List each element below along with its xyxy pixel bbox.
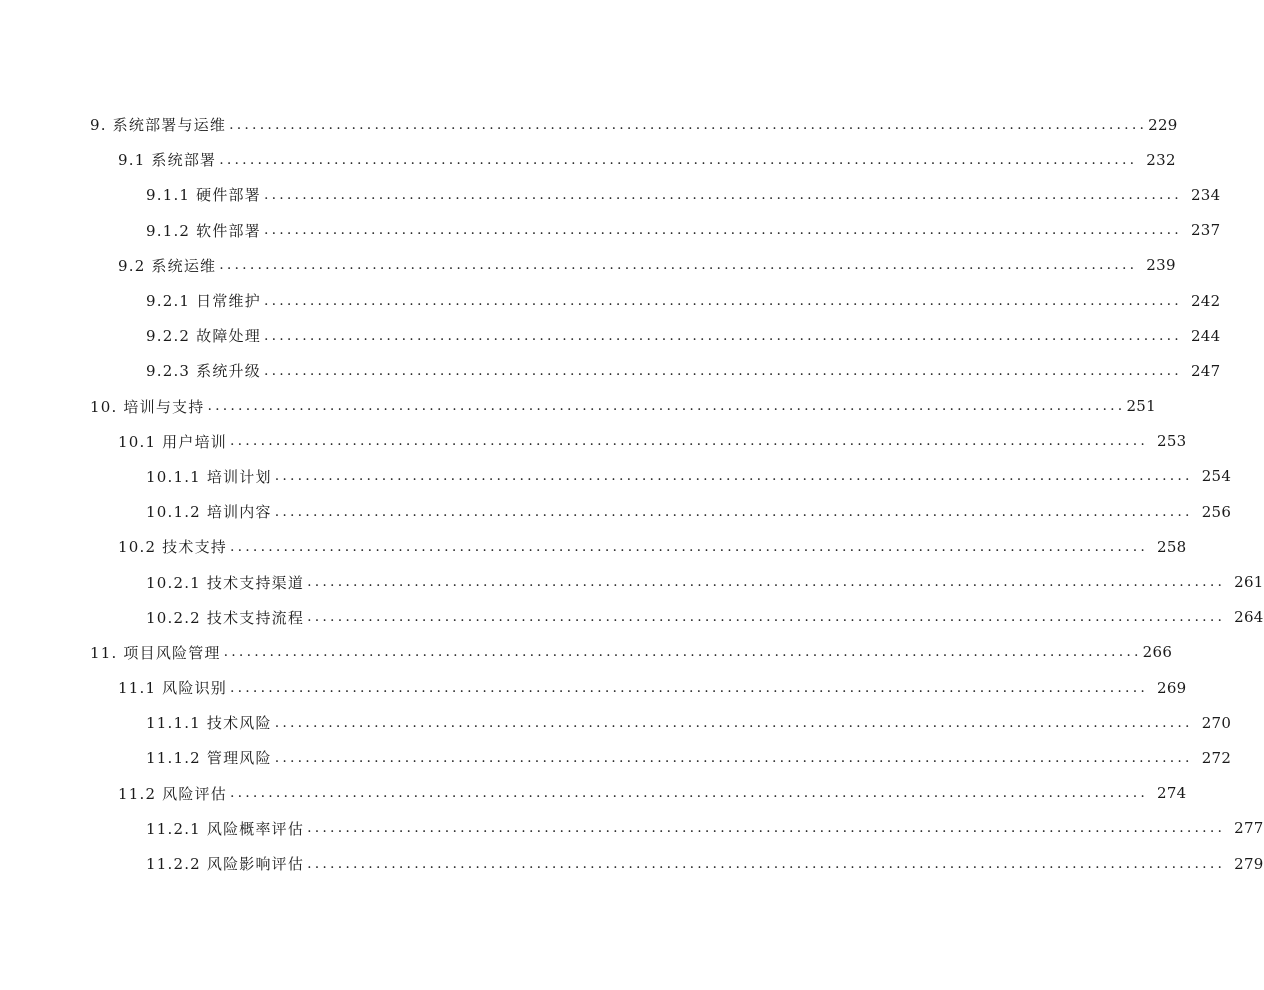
toc-entry-page: 266 [1142,643,1173,662]
toc-entry[interactable] [0,846,1264,881]
toc-dot-leader: ........................................................................................................................ [307,820,1226,837]
toc-dot-leader: ........................................................................................................................ [263,186,1182,203]
toc-entry-title: 9.1 系统部署 [118,151,217,170]
toc-entry-page: 242 [1190,291,1221,310]
toc-entry[interactable] [0,248,1176,283]
toc-entry[interactable] [0,670,1187,705]
toc-dot-leader: ........................................................................................................................ [307,855,1226,872]
toc-dot-leader: ........................................................................................................................ [274,503,1193,520]
toc-entry-page: 264 [1234,608,1264,627]
toc-entry-title: 11.1.2 管理风险 [146,749,272,768]
toc-entry-title: 11.1.1 技术风险 [146,714,272,733]
toc-entry-page: 253 [1157,432,1187,451]
toc-entry-title: 11.2 风险评估 [118,784,227,803]
toc-entry-page: 254 [1201,467,1232,486]
toc-entry-page: 234 [1190,185,1221,204]
toc-entry-page: 274 [1157,784,1187,803]
toc-entry-page: 251 [1126,397,1156,416]
toc-entry[interactable] [0,142,1176,177]
toc-entry[interactable] [0,424,1187,459]
toc-entry-title: 9. 系统部署与运维 [90,116,227,135]
toc-entry-page: 277 [1234,819,1264,838]
toc-entry-title: 10. 培训与支持 [90,397,205,416]
toc-entry-page: 247 [1190,361,1221,380]
toc-entry-page: 229 [1148,115,1178,134]
toc-dot-leader: ........................................................................................................................ [229,679,1148,696]
toc-dot-leader: ........................................................................................................................ [207,398,1126,415]
toc-dot-leader: ........................................................................................................................ [274,749,1193,766]
toc-dot-leader: ........................................................................................................................ [229,538,1148,555]
toc-dot-leader: ........................................................................................................................ [229,116,1148,133]
toc-entry-page: 270 [1201,713,1232,732]
toc-entry[interactable] [0,459,1232,494]
toc-entry-page: 272 [1201,748,1232,767]
toc-dot-leader: ........................................................................................................................ [307,609,1226,626]
toc-entry[interactable] [0,776,1187,811]
toc-entry[interactable] [0,107,1178,142]
toc-entry-page: 237 [1190,221,1221,240]
toc-dot-leader: ........................................................................................................................ [263,292,1182,309]
toc-entry-page: 239 [1146,256,1176,275]
toc-entry-page: 269 [1157,678,1187,697]
toc-entry-title: 9.2.3 系统升级 [146,362,261,381]
toc-dot-leader: ........................................................................................................................ [219,151,1138,168]
toc-entry-page: 279 [1234,854,1264,873]
toc-dot-leader: ........................................................................................................................ [307,574,1226,591]
toc-entry[interactable] [0,494,1232,529]
table-of-contents [0,107,1264,881]
toc-dot-leader: ........................................................................................................................ [263,222,1182,239]
toc-entry[interactable] [0,283,1221,318]
toc-entry-title: 9.1.1 硬件部署 [146,186,261,205]
toc-entry[interactable] [0,529,1187,564]
toc-entry[interactable] [0,811,1264,846]
toc-entry-title: 10.1.1 培训计划 [146,467,272,486]
toc-dot-leader: ........................................................................................................................ [274,714,1193,731]
toc-entry[interactable] [0,389,1156,424]
toc-entry-page: 256 [1201,502,1232,521]
toc-dot-leader: ........................................................................................................................ [263,362,1182,379]
toc-entry-title: 10.1.2 培训内容 [146,503,272,522]
toc-dot-leader: ........................................................................................................................ [274,468,1193,485]
toc-entry-title: 10.1 用户培训 [118,432,227,451]
toc-entry-page: 232 [1146,150,1176,169]
toc-dot-leader: ........................................................................................................................ [229,433,1148,450]
toc-entry[interactable] [0,635,1173,670]
toc-entry-page: 244 [1190,326,1221,345]
toc-entry[interactable] [0,318,1221,353]
toc-entry-title: 11. 项目风险管理 [90,643,221,662]
toc-entry-title: 9.2.1 日常维护 [146,292,261,311]
toc-dot-leader: ........................................................................................................................ [229,785,1148,802]
toc-entry-page: 258 [1157,537,1187,556]
toc-entry-title: 11.1 风险识别 [118,679,227,698]
toc-entry[interactable] [0,213,1221,248]
toc-entry-title: 9.2.2 故障处理 [146,327,261,346]
toc-entry[interactable] [0,177,1221,212]
toc-entry-title: 11.2.2 风险影响评估 [146,855,305,874]
toc-dot-leader: ........................................................................................................................ [223,644,1142,661]
toc-entry[interactable] [0,564,1264,599]
toc-entry-title: 10.2 技术支持 [118,538,227,557]
toc-entry[interactable] [0,353,1221,388]
toc-dot-leader: ........................................................................................................................ [219,257,1138,274]
toc-dot-leader: ........................................................................................................................ [263,327,1182,344]
toc-entry-title: 10.2.1 技术支持渠道 [146,573,305,592]
toc-entry-page: 261 [1234,573,1264,592]
toc-entry-title: 9.1.2 软件部署 [146,221,261,240]
toc-entry[interactable] [0,740,1232,775]
toc-entry-title: 11.2.1 风险概率评估 [146,819,305,838]
toc-entry[interactable] [0,705,1232,740]
toc-entry-title: 9.2 系统运维 [118,256,217,275]
toc-entry[interactable] [0,600,1264,635]
toc-entry-title: 10.2.2 技术支持流程 [146,608,305,627]
